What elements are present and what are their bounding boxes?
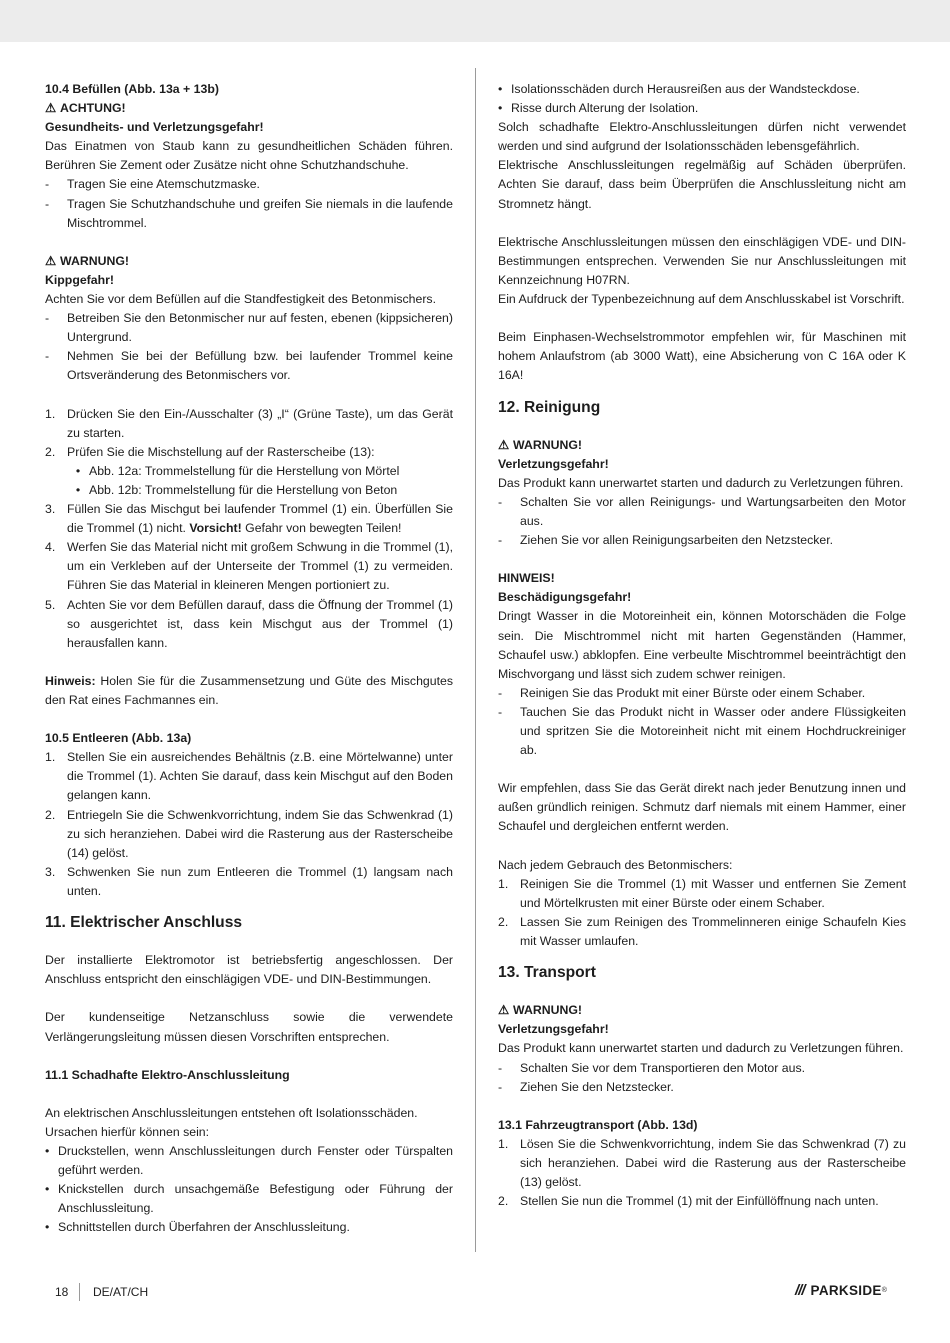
list-item: • Knickstellen durch unsachgemäße Befestigung oder Führung der Anschlussleitung. xyxy=(45,1182,453,1216)
step-3: 3. Füllen Sie das Mischgut bei laufender Trommel (1) ein. Überfüllen Sie die Trommel (1) nicht. Vorsicht! Gefahr von bewegten Teilen! xyxy=(45,502,453,536)
list-item: - Ziehen Sie vor allen Reinigungsarbeiten den Netzstecker. xyxy=(498,533,834,548)
section-12-title: 12. Reinigung xyxy=(498,398,601,416)
brand-slashes-icon: /// xyxy=(795,1282,805,1299)
footer-divider xyxy=(79,1283,80,1301)
paragraph: Elektrische Anschlussleitungen regelmäßig auf Schäden überprüfen. Achten Sie darauf, dass beim Überprüfen die Anschlussleitung nicht am Stromnetz hängt. xyxy=(498,158,906,211)
list-item: - Schalten Sie vor dem Transportieren den Motor aus. xyxy=(498,1060,806,1075)
entleeren-step-1: 1. Stellen Sie ein ausreichendes Behältnis (z.B. eine Mörtelwanne) unter die Trommel (1). Achten Sie darauf, dass kein Mischgut auf den Boden gelangen kann. xyxy=(45,750,453,803)
list-item: - Betreiben Sie den Betonmischer nur auf festen, ebenen (kippsicheren) Untergrund. xyxy=(45,311,453,345)
warnung-label: ⚠ WARNUNG! xyxy=(498,436,906,455)
paragraph: Solch schadhafte Elektro-Anschlussleitungen dürfen nicht verwendet werden und sind aufgrund der Isolationsschäden lebensgefährlich. xyxy=(498,120,906,154)
gesundheit-text: Das Einatmen von Staub kann zu gesundheitlichen Schäden führen. Berühren Sie Zement oder Zusätze nicht ohne Schutzhandschuhe. xyxy=(45,139,453,173)
right-column xyxy=(498,80,906,1211)
verletzungsgefahr-title: Verletzungsgefahr! xyxy=(498,456,609,471)
verletzungsgefahr-text: Das Produkt kann unerwartet starten und dadurch zu Verletzungen führen. xyxy=(498,1041,904,1056)
list-item: • Isolationsschäden durch Herausreißen aus der Wandsteckdose. xyxy=(498,82,860,96)
step-2-bullet: • Abb. 12a: Trommelstellung für die Herstellung von Mörtel xyxy=(75,463,400,478)
list-item: - Tauchen Sie das Produkt nicht in Wasser oder andere Flüssigkeiten und spritzen Sie die Motoreinheit nicht mit einem Hochdruckreiniger ab. xyxy=(498,704,906,758)
list-item: • Risse durch Alterung der Isolation. xyxy=(498,101,699,116)
section-11-paragraph-1: Der installierte Elektromotor ist betriebsfertig angeschlossen. Der Anschluss entspricht den einschlägigen VDE- und DIN-Bestimmungen. xyxy=(45,953,453,987)
list-item: - Ziehen Sie den Netzstecker. xyxy=(498,1079,674,1094)
section-13-1-title: 13.1 Fahrzeugtransport (Abb. 13d) xyxy=(498,1117,698,1132)
list-item: - Reinigen Sie das Produkt mit einer Bürste oder einem Schaber. xyxy=(498,685,866,700)
paragraph: Wir empfehlen, dass Sie das Gerät direkt nach jeder Benutzung innen und außen gründlich reinigen. Schmutz darf niemals mit einem Hammer, einer Schaufel und dergleichen entfernt werden. xyxy=(498,781,906,834)
section-11-1-paragraph-1: An elektrischen Anschlussleitungen entstehen oft Isolationsschäden. xyxy=(45,1105,418,1120)
warnung-label: ⚠ WARNUNG! xyxy=(45,252,453,271)
section-10-4-title: 10.4 Befüllen (Abb. 13a + 13b) xyxy=(45,82,219,96)
section-11-title: 11. Elektrischer Anschluss xyxy=(45,914,243,932)
section-11-1-title: 11.1 Schadhafte Elektro-Anschlussleitung xyxy=(45,1067,290,1082)
warning-triangle-icon: ⚠ xyxy=(498,437,510,452)
list-item: • Druckstellen, wenn Anschlussleitungen durch Fenster oder Türspalten geführt werden. xyxy=(45,1144,453,1178)
list-item: - Nehmen Sie bei der Befüllung bzw. bei laufender Trommel keine Ortsveränderung des Betonmischers vor. xyxy=(45,349,453,383)
warning-triangle-icon: ⚠ xyxy=(45,253,57,268)
section-11-1-paragraph-2: Ursachen hierfür können sein: xyxy=(45,1124,210,1139)
step-4: 4. Werfen Sie das Material nicht mit großem Schwung in die Trommel (1), um ein Verkleben auf der Unterseite der Trommel (1) zu vermeiden. Führen Sie das Material in kleineren Mengen portioniert zu. xyxy=(45,540,453,593)
paragraph: Nach jedem Gebrauch des Betonmischers: xyxy=(498,857,733,872)
list-item: - Schalten Sie vor allen Reinigungs- und Wartungsarbeiten den Motor aus. xyxy=(498,494,906,528)
section-13-title: 13. Transport xyxy=(498,964,596,982)
list-item: - Tragen Sie Schutzhandschuhe und greifen Sie niemals in die laufende Mischtrommel. xyxy=(45,196,453,230)
kippgefahr-title: Kippgefahr! xyxy=(45,272,114,287)
paragraph: Beim Einphasen-Wechselstrommotor empfehlen wir, für Maschinen mit hohem Anlaufstrom (ab 3000 Watt), eine Absicherung von C 16A oder K 16A! xyxy=(498,330,906,383)
list-item: 2. Stellen Sie nun die Trommel (1) mit der Einfüllöffnung nach unten. xyxy=(498,1194,879,1209)
beschaedigungsgefahr-text: Dringt Wasser in die Motoreinheit ein, können Motorschäden die Folge sein. Die Mischtrommel nicht mit harten Gegenständen (Hammer, Schaufel usw.) abklopfen. Eine verbeulte Mischtrommel beeinträchtigt den Mischvorgang und lässt sich zudem schwer reinigen. xyxy=(498,609,906,681)
achtung-label: ⚠ ACHTUNG! xyxy=(45,99,453,118)
list-item: • Schnittstellen durch Überfahren der Anschlussleitung. xyxy=(45,1220,350,1235)
warnung-label: ⚠ WARNUNG! xyxy=(498,1001,906,1020)
list-item: 1. Lösen Sie die Schwenkvorrichtung, indem Sie das Schwenkrad (7) zu sich heranziehen. Dabei wird die Rasterung aus der Rasterscheibe (13) gelöst. xyxy=(498,1136,906,1190)
hinweis-note: Hinweis: Holen Sie für die Zusammensetzung und Güte des Mischgutes den Rat eines Fachmannes ein. xyxy=(45,673,453,707)
country-codes: DE/AT/CH xyxy=(93,1285,149,1299)
beschaedigungsgefahr-title: Beschädigungsgefahr! xyxy=(498,590,632,605)
warning-triangle-icon: ⚠ xyxy=(498,1003,510,1018)
list-item: - Tragen Sie eine Atemschutzmaske. xyxy=(45,177,260,192)
page-number: 18 xyxy=(55,1285,69,1299)
left-column xyxy=(45,80,453,1238)
paragraph: Ein Aufdruck der Typenbezeichnung auf dem Anschlusskabel ist Vorschrift. xyxy=(498,292,905,307)
top-bar xyxy=(0,0,950,42)
verletzungsgefahr-text: Das Produkt kann unerwartet starten und dadurch zu Verletzungen führen. xyxy=(498,475,904,490)
warning-triangle-icon: ⚠ xyxy=(45,101,57,116)
step-5: 5. Achten Sie vor dem Befüllen darauf, dass die Öffnung der Trommel (1) so ausgerichtet ist, dass kein Mischgut aus der Trommel (1) herausfallen kann. xyxy=(45,597,453,650)
column-divider xyxy=(475,68,476,1252)
parkside-logo: /// PARKSIDE ® xyxy=(795,1282,887,1299)
entleeren-step-3: 3. Schwenken Sie nun zum Entleeren die Trommel (1) langsam nach unten. xyxy=(45,864,453,898)
entleeren-step-2: 2. Entriegeln Sie die Schwenkvorrichtung, indem Sie das Schwenkrad (1) zu sich heranziehen. Dabei wird die Rasterung aus der Rasterscheibe (14) gelöst. xyxy=(45,807,453,860)
page-footer xyxy=(0,1283,950,1303)
verletzungsgefahr-title: Verletzungsgefahr! xyxy=(498,1022,609,1037)
kippgefahr-text: Achten Sie vor dem Befüllen auf die Standfestigkeit des Betonmischers. xyxy=(45,292,436,307)
section-11-paragraph-2: Der kundenseitige Netzanschluss sowie die verwendete Verlängerungsleitung müssen diesen Vorschriften entsprechen. xyxy=(45,1010,453,1044)
gesundheit-title: Gesundheits- und Verletzungsgefahr! xyxy=(45,120,264,135)
step-2: 2. Prüfen Sie die Mischstellung auf der Rasterscheibe (13): xyxy=(45,444,375,459)
hinweis-label: HINWEIS! xyxy=(498,571,555,586)
list-item: 1. Reinigen Sie die Trommel (1) mit Wasser und entfernen Sie Zement und Mörtelkrusten mit einer Bürste oder einem Schaber. xyxy=(498,876,906,910)
list-item: 2. Lassen Sie zum Reinigen des Trommelinneren einige Schaufeln Kies mit Wasser umlaufen. xyxy=(498,914,906,949)
section-10-5-title: 10.5 Entleeren (Abb. 13a) xyxy=(45,731,192,746)
paragraph: Elektrische Anschlussleitungen müssen den einschlägigen VDE- und DIN-Bestimmungen entsprechen. Verwenden Sie nur Anschlussleitungen mit Kennzeichnung H07RN. xyxy=(498,234,906,287)
step-2-bullet: • Abb. 12b: Trommelstellung für die Herstellung von Beton xyxy=(75,482,398,497)
step-1: 1. Drücken Sie den Ein-/Ausschalter (3) „I“ (Grüne Taste), um das Gerät zu starten. xyxy=(45,406,453,440)
